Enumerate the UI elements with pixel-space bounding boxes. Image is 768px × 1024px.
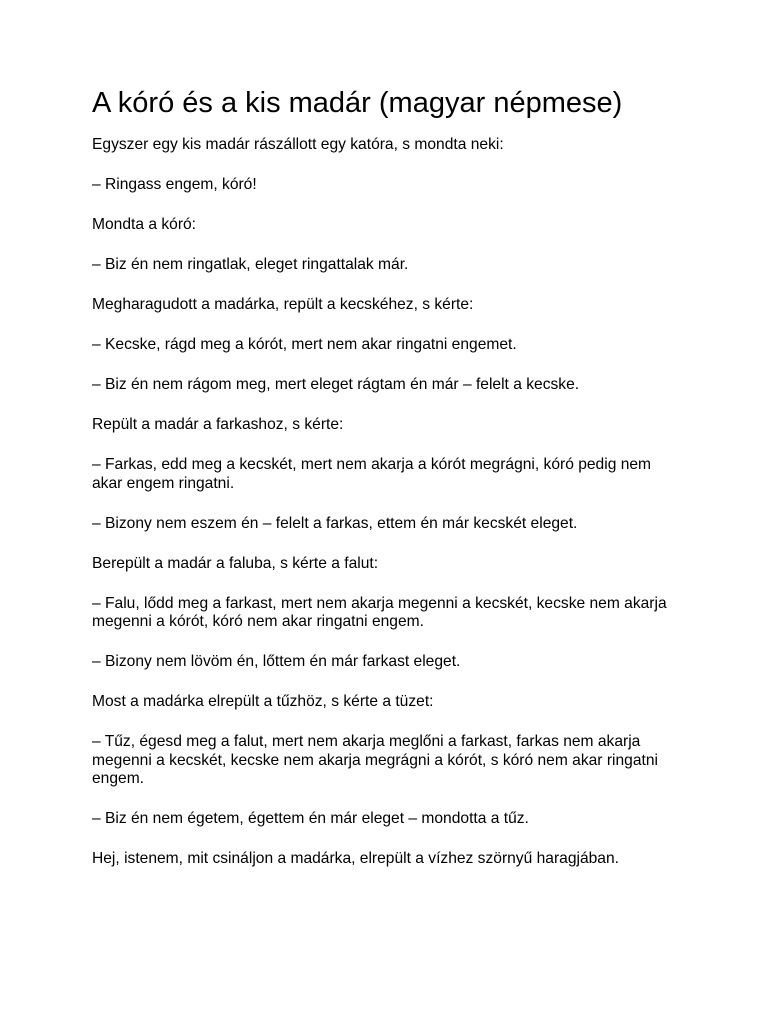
paragraph-6: – Kecske, rágd meg a kórót, mert nem akar ringatni engemet. — [92, 336, 517, 353]
document-title: A kóró és a kis madár (magyar népmese) — [92, 87, 623, 119]
paragraph-14: Most a madárka elrepült a tűzhöz, s kérte a tüzet: — [92, 693, 434, 710]
paragraph-5: Megharagudott a madárka, repült a kecskéhez, s kérte: — [92, 296, 474, 313]
paragraph-15: – Tűz, égesd meg a falut, mert nem akarja meglőni a farkast, farkas nem akarja megenni a kecskét, kecske nem akarja megrágni a kórót, s kóró nem akar ringatni engem. — [92, 733, 658, 787]
paragraph-3: Mondta a kóró: — [92, 216, 197, 233]
paragraph-16: – Biz én nem égetem, égettem én már eleget – mondotta a tűz. — [92, 810, 529, 827]
paragraph-13: – Bizony nem lövöm én, lőttem én már farkast eleget. — [92, 653, 461, 670]
paragraph-7: – Biz én nem rágom meg, mert eleget rágtam én már – felelt a kecske. — [92, 376, 580, 393]
paragraph-1: Egyszer egy kis madár rászállott egy katóra, s mondta neki: — [92, 136, 504, 153]
paragraph-8: Repült a madár a farkashoz, s kérte: — [92, 416, 344, 433]
paragraph-12: – Falu, lődd meg a farkast, mert nem akarja megenni a kecskét, kecske nem akarja megenni a kórót, kóró nem akar ringatni engem. — [92, 594, 667, 630]
paragraph-11: Berepült a madár a faluba, s kérte a falut: — [92, 554, 379, 572]
paragraph-4: – Biz én nem ringatlak, eleget ringattalak már. — [92, 256, 409, 273]
paragraph-2: – Ringass engem, kóró! — [92, 176, 257, 193]
document-page — [92, 84, 672, 890]
paragraph-17: Hej, istenem, mit csináljon a madárka, elrepült a vízhez szörnyű haragjában. — [92, 850, 619, 867]
paragraph-9: – Farkas, edd meg a kecskét, mert nem akarja a kórót megrágni, kóró pedig nem akar engem ringatni. — [92, 456, 652, 492]
paragraph-10: – Bizony nem eszem én – felelt a farkas, ettem én már kecskét eleget. — [92, 514, 578, 532]
